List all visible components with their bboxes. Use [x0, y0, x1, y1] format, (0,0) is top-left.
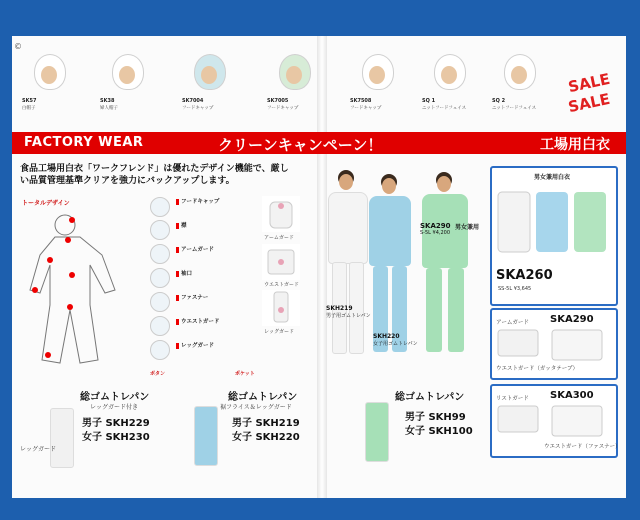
pants-image: [50, 408, 74, 468]
waist-guard-detail-label: ウエストガード: [264, 282, 299, 288]
white-coat: [328, 192, 368, 264]
model-desc: 男子用ゴムトレパン: [326, 313, 371, 319]
product-card[interactable]: [98, 44, 158, 116]
box-garment: [492, 402, 612, 442]
pants-title: 総ゴムトレパン: [80, 392, 150, 403]
face-image: [201, 66, 217, 84]
blue-coat: [369, 196, 411, 266]
product-card[interactable]: [180, 44, 240, 116]
arm-guard-detail-label: アームガード: [264, 235, 294, 241]
pants-male: 男子 SKH219: [232, 418, 300, 429]
product-code: SQ 1: [422, 98, 436, 104]
cuff-thumb: [150, 268, 170, 288]
box-code: SKA290: [550, 314, 594, 325]
pants-title: 総ゴムトレパン: [395, 392, 465, 403]
pants-sub: レッグガード付き: [90, 404, 138, 411]
leg-guard-detail-label: レッグガード: [264, 329, 294, 335]
feature-label: アームガード: [176, 245, 214, 253]
product-card[interactable]: [420, 44, 480, 116]
product-code: SK57: [22, 98, 37, 104]
product-code: SQ 2: [492, 98, 506, 104]
face-image: [511, 66, 527, 84]
arm-guard-detail: [262, 196, 300, 232]
product-name: 白帽子: [22, 106, 36, 111]
model-face: [437, 176, 451, 192]
product-box-ska260[interactable]: [490, 166, 618, 306]
box-tag: アームガード: [496, 320, 529, 326]
model-code: SKH219: [326, 305, 353, 312]
model-green: [418, 170, 472, 380]
waist-guard-detail: [262, 244, 300, 280]
total-design-label: トータルデザイン: [22, 200, 70, 207]
product-code: SK38: [100, 98, 115, 104]
face-image: [119, 66, 135, 84]
box-code: SKA260: [496, 268, 553, 283]
box-tag: リストガード: [496, 396, 529, 402]
pants-title: 総ゴムトレパン: [228, 392, 298, 403]
feature-label: レッグガード: [176, 341, 214, 349]
product-code: SK7005: [267, 98, 289, 104]
feature-label: ファスナー: [176, 293, 208, 301]
feature-label: 袖口: [176, 269, 192, 277]
box-tag: 男女兼用白衣: [534, 174, 571, 181]
pants-female: 女子 SKH100: [405, 426, 473, 437]
pants-female: 女子 SKH220: [232, 432, 300, 443]
garment-diagram: [20, 195, 148, 370]
product-card[interactable]: [20, 44, 80, 116]
product-box-ska300[interactable]: [490, 384, 621, 458]
product-card[interactable]: [348, 44, 408, 116]
box-garments: [492, 182, 614, 264]
intro-text: 食品工場用白衣「ワークフレンド」は優れたデザイン機能で、厳しい品質管理基準クリアを強力にバックアップします。: [20, 164, 289, 186]
header-campaign: クリーンキャンペーン！: [218, 136, 383, 154]
pants-male: 男子 SKH229: [82, 418, 150, 429]
face-image: [41, 66, 57, 84]
leg-guard-note: レッグガード: [20, 446, 56, 453]
leg-guard-thumb: [150, 340, 170, 360]
sale-badge: SALE: [566, 69, 612, 97]
product-name: フードキャップ: [182, 106, 214, 111]
feature-label: フードキャップ: [176, 197, 219, 205]
model-desc: 女子用ゴムトレパン: [373, 341, 418, 347]
box-garment: [492, 326, 612, 366]
product-name: フードキャップ: [350, 106, 382, 111]
model-blue: [365, 172, 415, 382]
hood-cap-thumb: [150, 197, 170, 217]
model-leg: [426, 268, 442, 352]
model-desc: 男女兼用: [455, 224, 480, 231]
pants-male: 男子 SKH99: [405, 412, 466, 423]
box-code: SKA300: [550, 390, 594, 401]
pants-sub: 裾フライス＆レッグガード: [220, 404, 292, 411]
model-face: [382, 178, 396, 194]
product-card[interactable]: [265, 44, 325, 116]
face-image: [286, 66, 302, 84]
leg-guard-detail: [262, 290, 300, 326]
model-size: S-5L ¥4,200: [420, 230, 451, 236]
header-title-en: FACTORY WEAR: [24, 135, 144, 150]
product-name: ニットフードフェイス: [492, 106, 537, 111]
product-box-ska290[interactable]: [490, 308, 618, 380]
box-sub: ウエストガード（ガッタテープ）: [496, 366, 579, 372]
arm-guard-thumb: [150, 244, 170, 264]
feature-label: ウエストガード: [176, 317, 219, 325]
pants-female: 女子 SKH230: [82, 432, 150, 443]
pocket-label: ポケット: [235, 371, 255, 377]
face-image: [441, 66, 457, 84]
box-sub: ウエストガード（ファスナー）: [544, 444, 621, 450]
feature-label: 襟: [176, 221, 187, 229]
copyright-mark: ©: [14, 42, 22, 51]
model-code: SKH220: [373, 333, 400, 340]
sale-badge: SALE: [566, 89, 612, 117]
box-size: SS-5L ¥3,645: [498, 286, 532, 292]
product-code: SK7508: [350, 98, 372, 104]
button-label: ボタン: [150, 371, 166, 377]
product-name: フードキャップ: [267, 106, 299, 111]
waist-guard-thumb: [150, 316, 170, 336]
zipper-thumb: [150, 292, 170, 312]
product-card[interactable]: [490, 44, 550, 116]
face-image: [369, 66, 385, 84]
model-face: [339, 174, 353, 190]
product-name: ニットフードフェイス: [422, 106, 467, 111]
header-title-right: 工場用白衣: [540, 137, 610, 153]
pants-image: [194, 406, 218, 466]
product-name: 婦人帽子: [100, 106, 118, 111]
product-code: SK7004: [182, 98, 204, 104]
model-leg: [448, 268, 464, 352]
model-code: SKA290: [420, 222, 451, 230]
collar-thumb: [150, 220, 170, 240]
pants-image: [365, 402, 389, 462]
